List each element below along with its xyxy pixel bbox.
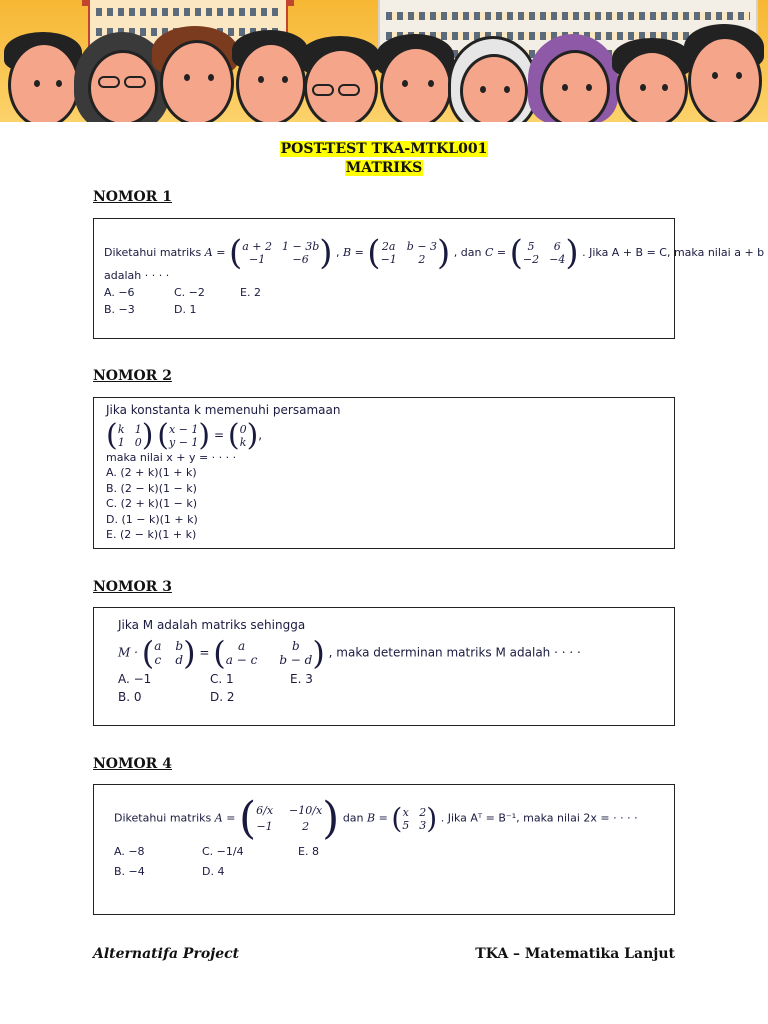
question-3-line1: Jika M adalah matriks sehingga bbox=[118, 618, 306, 632]
option-b: B. 0 bbox=[118, 690, 142, 704]
question-1-label: NOMOR 1 bbox=[93, 189, 172, 205]
option-d: D. (1 − k)(1 + k) bbox=[106, 513, 198, 526]
question-4-statement: Diketahui matriks A = ( 6/x −10/x −1 2 ) dan B = ( x 2 5 3 ) . Jika Aᵀ = B⁻¹, maka nilai 2x = · · · · bbox=[114, 793, 638, 844]
matrix-k: k 1 1 0 bbox=[117, 422, 142, 449]
option-e: E. 8 bbox=[298, 845, 319, 858]
option-d: D. 1 bbox=[174, 303, 197, 316]
question-3-box bbox=[93, 607, 675, 726]
option-e: E. (2 − k)(1 + k) bbox=[106, 528, 197, 541]
option-b: B. (2 − k)(1 − k) bbox=[106, 482, 197, 495]
question-2-equation: ( k 1 1 0 ) ( x − 1 y − 1 ) = ( 0 k ), bbox=[106, 418, 263, 453]
question-1-box bbox=[93, 218, 765, 339]
footer-subject: TKA – Matematika Lanjut bbox=[475, 946, 675, 962]
page-subtitle: MATRIKS bbox=[345, 160, 423, 176]
option-c: C. (2 + k)(1 − k) bbox=[106, 497, 197, 510]
matrix-xy: x − 1 y − 1 bbox=[168, 422, 199, 449]
matrix-b: 2a b − 3 −1 2 bbox=[380, 240, 438, 266]
question-1-line2: adalah · · · · bbox=[104, 269, 170, 282]
matrix-result: 0 k bbox=[239, 422, 247, 449]
question-3-equation: M · ( a b c d ) = ( a b a − c b − d ) , maka determinan matriks M adalah · · · · bbox=[118, 634, 581, 672]
question-4-label: NOMOR 4 bbox=[93, 756, 172, 772]
option-d: D. 4 bbox=[202, 865, 225, 878]
option-c: C. −2 bbox=[174, 286, 205, 299]
option-d: D. 2 bbox=[210, 690, 235, 704]
footer-project: Alternatifa Project bbox=[93, 946, 240, 962]
question-2-line3: maka nilai x + y = · · · · bbox=[106, 451, 237, 464]
matrix-abcd: a b c d bbox=[154, 639, 184, 667]
page-title: POST-TEST TKA-MTKL001 bbox=[280, 141, 488, 157]
matrix-a: 6/x −10/x −1 2 bbox=[256, 804, 323, 833]
matrix-b: x 2 5 3 bbox=[402, 805, 427, 832]
question-3-label: NOMOR 3 bbox=[93, 579, 172, 595]
question-2-label: NOMOR 2 bbox=[93, 368, 172, 384]
matrix-c: 5 6 −2 −4 bbox=[522, 240, 566, 266]
option-a: A. −6 bbox=[104, 286, 135, 299]
option-b: B. −4 bbox=[114, 865, 145, 878]
option-e: E. 2 bbox=[240, 286, 261, 299]
option-c: C. −1/4 bbox=[202, 845, 244, 858]
matrix-result: a b a − c b − d bbox=[225, 639, 313, 667]
matrix-a: a + 2 1 − 3b −1 −6 bbox=[242, 240, 320, 266]
question-4-box bbox=[93, 784, 675, 915]
question-1-statement: Diketahui matriks A = ( a + 2 1 − 3b −1 −6 ) , B = ( 2a b − 3 −1 2 ) , dan C = ( 5 6 −2 −4 ) . Jika A + B = C, maka nilai a + b bbox=[104, 233, 765, 273]
question-2-box bbox=[93, 397, 675, 549]
option-a: A. (2 + k)(1 + k) bbox=[106, 466, 197, 479]
option-a: A. −1 bbox=[118, 672, 152, 686]
option-b: B. −3 bbox=[104, 303, 135, 316]
header-banner bbox=[0, 0, 768, 122]
option-a: A. −8 bbox=[114, 845, 145, 858]
question-2-line1: Jika konstanta k memenuhi persamaan bbox=[106, 403, 341, 417]
option-c: C. 1 bbox=[210, 672, 234, 686]
option-e: E. 3 bbox=[290, 672, 313, 686]
